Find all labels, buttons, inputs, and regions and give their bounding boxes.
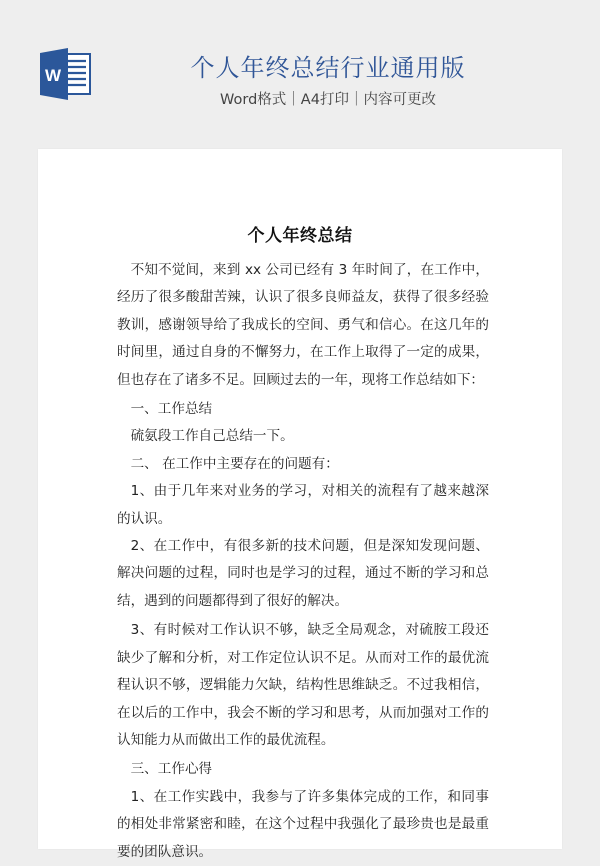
paragraph: 硫氨段工作自己总结一下。	[130, 428, 294, 445]
document-body	[117, 257, 489, 866]
document-title: 个人年终总结	[247, 226, 353, 246]
section-heading-insights: 三、工作心得	[130, 761, 213, 778]
document-page	[38, 149, 562, 860]
paragraph-intro: 不知不觉间，来到 xx 公司已经有 3 年时间了，在工作中，经历了很多酸甜苦辣，认识了很多良师益友，获得了很多经验教训，感谢领导给了我成长的空间、勇气和信心。在这几年的时间里，通过自身的不懈努力，在工作上取得了一定的成果，但也存在了诸多不足。回顾过去的一年，现将工作总结如下：	[117, 262, 489, 388]
header-banner	[0, 0, 600, 150]
section-heading-work-summary: 一、工作总结	[130, 401, 213, 418]
list-item: 1、由于几年来对业务的学习，对相关的流程有了越来越深的认识。	[117, 483, 489, 527]
list-item: 3、有时候对工作认识不够，缺乏全局观念，对硫胺工段还缺少了解和分析，对工作定位认识不足。从而对工作的最优流程认识不够，逻辑能力欠缺，结构性思维缺乏。不过我相信，在以后的工作中，我会不断的学习和思考，从而加强对工作的认知能力从而做出工作的最优流程。	[117, 622, 489, 748]
word-icon	[38, 48, 92, 100]
header-subtitle: Word格式｜A4打印｜内容可更改	[220, 92, 436, 108]
list-item: 1、在工作实践中，我参与了许多集体完成的工作，和同事的相处非常紧密和睦，在这个过程中我强化了最珍贵也是最重要的团队意识。	[117, 788, 489, 860]
header-title: 个人年终总结行业通用版	[190, 54, 466, 82]
list-item: 2、在工作中，有很多新的技术问题，但是深知发现问题、解决问题的过程，同时也是学习的过程，通过不断的学习和总结，遇到的问题都得到了很好的解决。	[117, 538, 489, 609]
svg-text:W: W	[44, 66, 62, 85]
section-heading-problems: 二、 在工作中主要存在的问题有：	[130, 455, 339, 472]
